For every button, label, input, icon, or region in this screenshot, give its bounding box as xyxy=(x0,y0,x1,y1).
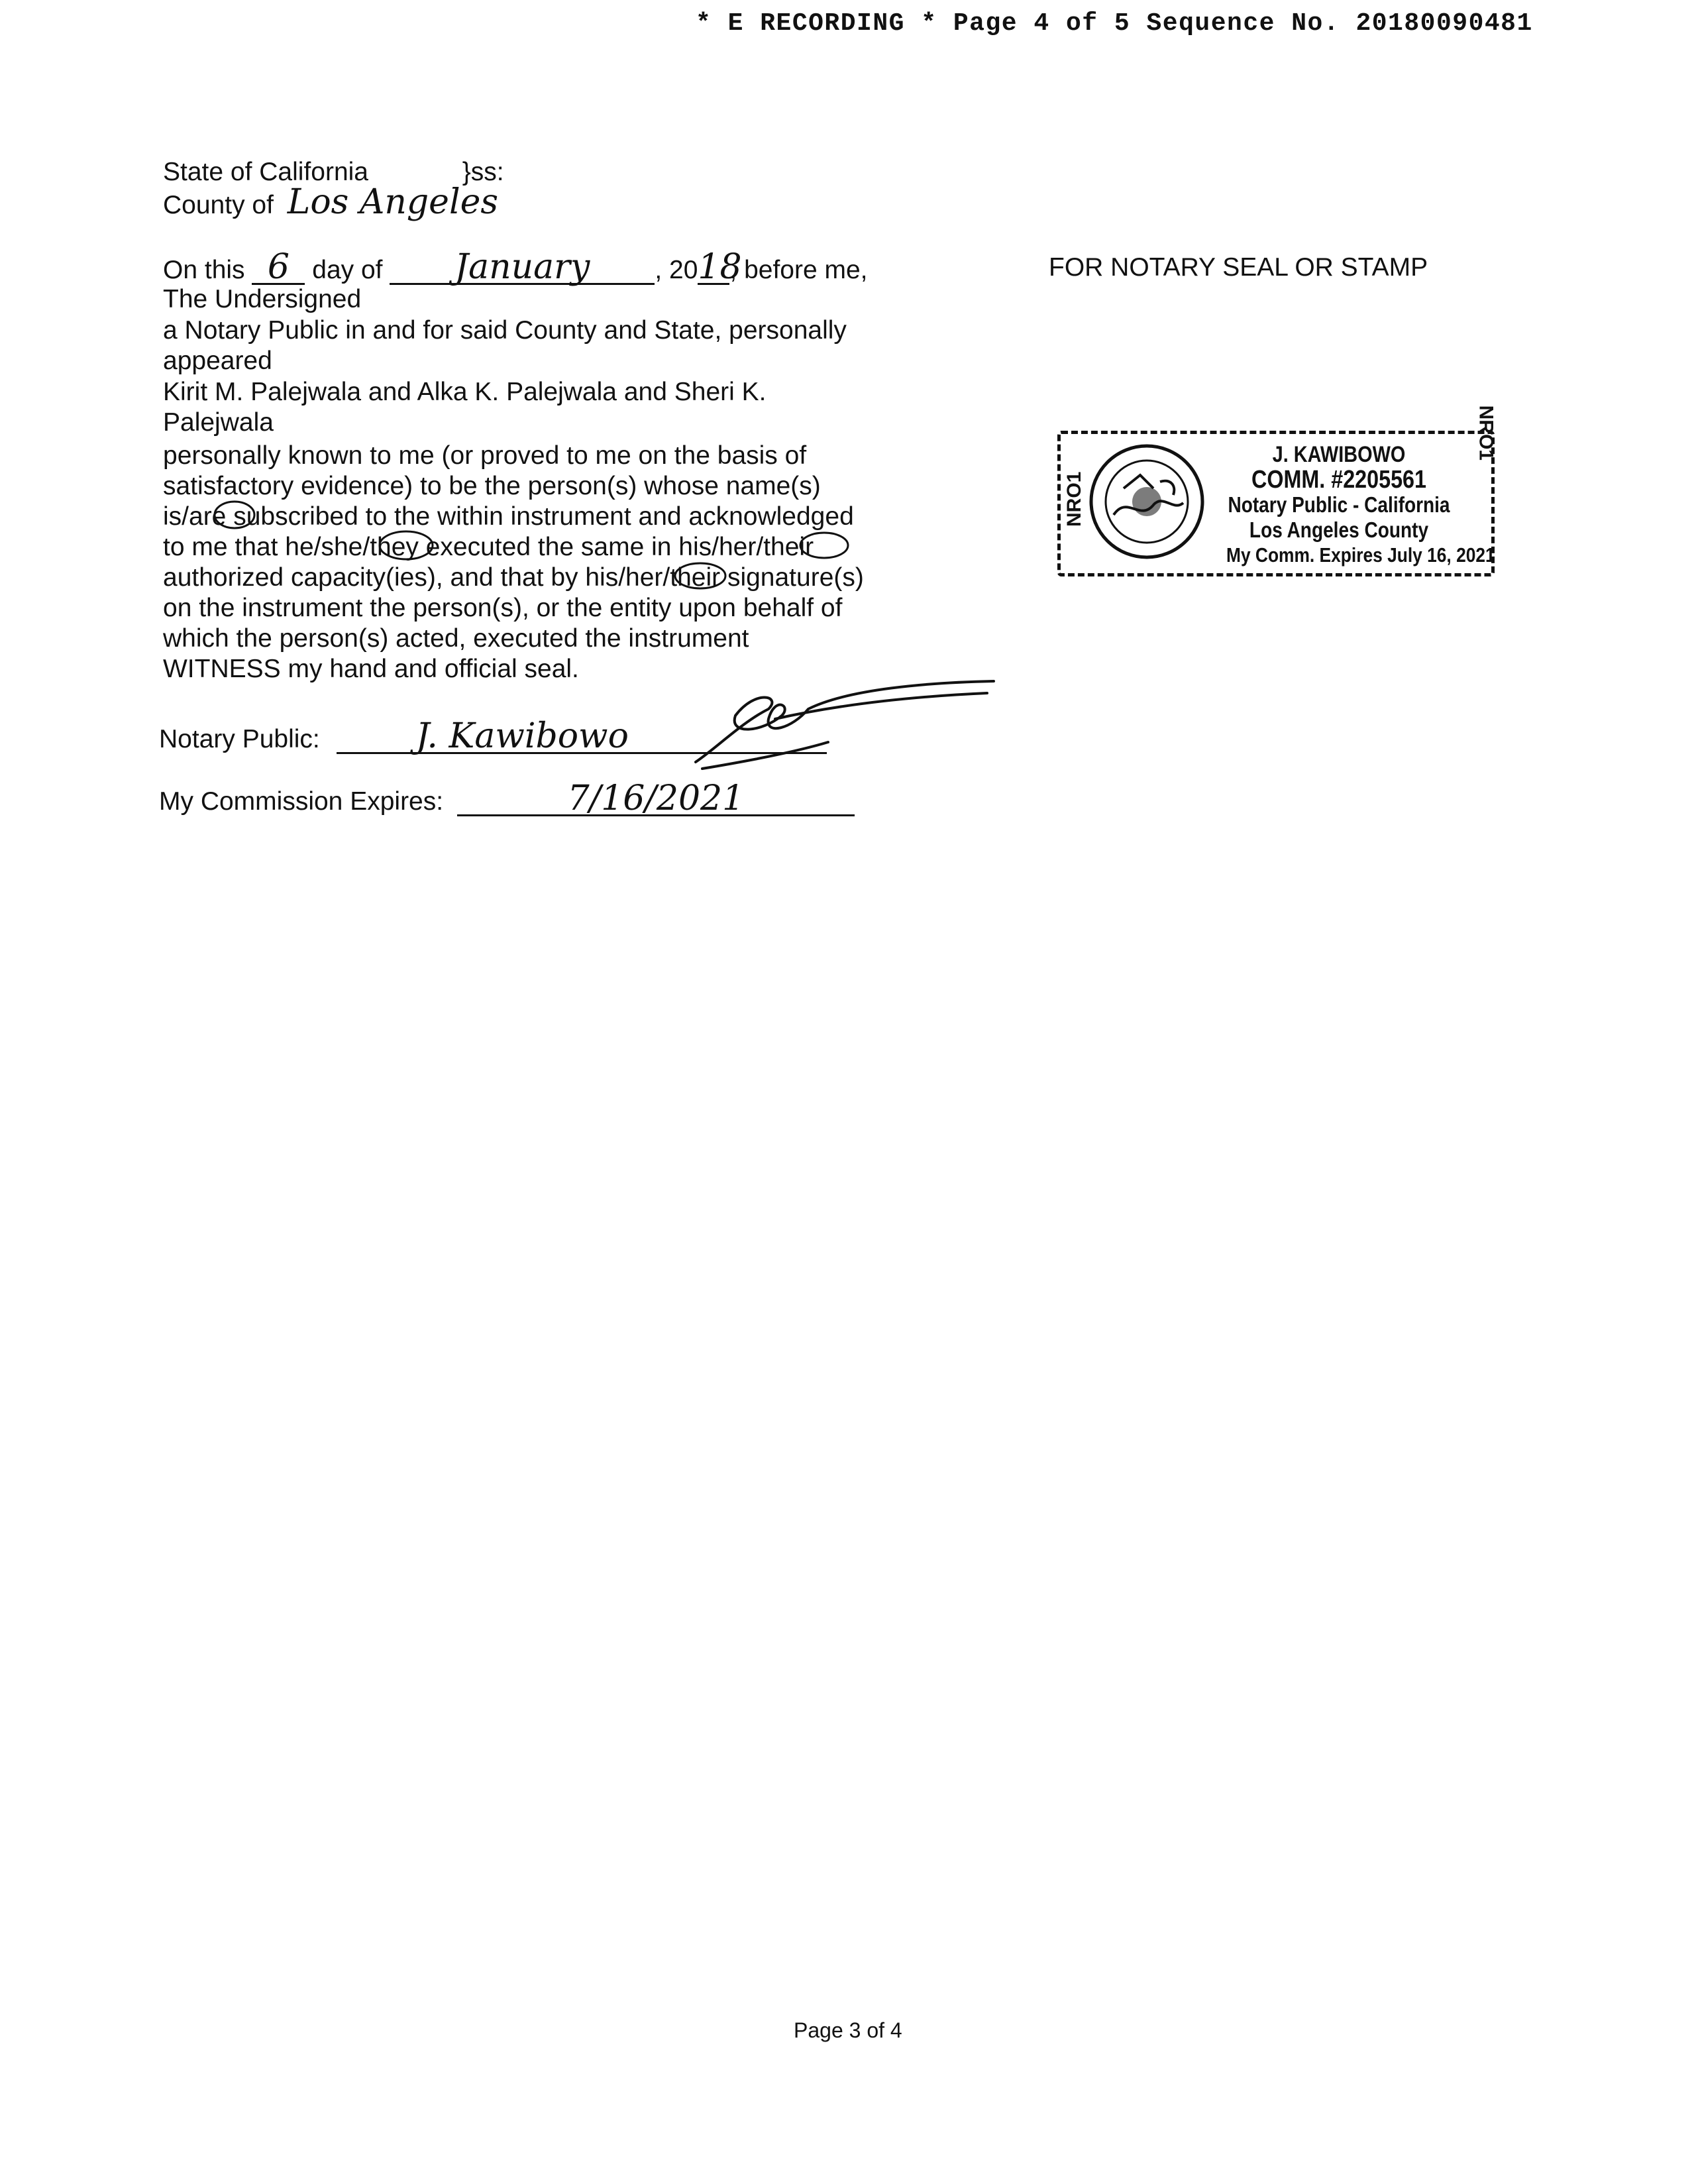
year-handwritten: 18 xyxy=(698,247,742,287)
recording-header: * E RECORDING * Page 4 of 5 Sequence No. 20180090481 xyxy=(696,9,1533,38)
appeared-names-line2: Palejwala xyxy=(163,408,274,437)
on-this-label: On this xyxy=(163,256,245,284)
notary-name-handwritten: J. Kawibowo xyxy=(337,721,827,754)
circle-their-1 xyxy=(800,533,848,558)
notary-stamp xyxy=(1057,405,1497,576)
commission-expires-line xyxy=(159,779,855,818)
ack-para-line3: is/are subscribed to the within instrument and acknowledged xyxy=(163,502,854,531)
county-handwritten: Los Angeles xyxy=(287,182,499,222)
ack-para-line2: satisfactory evidence) to be the person(s) whose name(s) xyxy=(163,472,821,500)
month-handwritten: January xyxy=(390,252,655,285)
ack-undersigned: The Undersigned xyxy=(163,285,362,313)
before-me-label: , before me, xyxy=(729,256,868,284)
seal-heading: FOR NOTARY SEAL OR STAMP xyxy=(1049,253,1428,282)
stamp-county: Los Angeles County xyxy=(1249,518,1429,542)
page-number: Page 3 of 4 xyxy=(794,2018,902,2042)
expires-handwritten: 7/16/2021 xyxy=(457,783,855,816)
circle-are xyxy=(215,502,254,528)
expires-label: My Commission Expires: xyxy=(159,787,444,816)
witness-line: WITNESS my hand and official seal. xyxy=(163,655,579,683)
notary-signature xyxy=(676,669,1007,775)
stamp-title: Notary Public - California xyxy=(1228,492,1450,517)
california-seal-icon xyxy=(1087,442,1206,561)
ack-para-line7: which the person(s) acted, executed the instrument xyxy=(163,624,749,653)
stamp-text-block xyxy=(1226,442,1495,568)
ack-para-line4: to me that he/she/they executed the same in his/her/their xyxy=(163,533,814,561)
ss-label: }ss: xyxy=(462,158,504,186)
stamp-commission-number: COMM. #2205561 xyxy=(1251,466,1426,494)
appeared-names-line1: Kirit M. Palejwala and Alka K. Palejwala and Sheri K. xyxy=(163,378,767,406)
county-label: County of xyxy=(163,191,274,219)
circle-their-2 xyxy=(675,563,725,588)
ack-para-line6: on the instrument the person(s), or the entity upon behalf of xyxy=(163,594,843,622)
notary-label: Notary Public: xyxy=(159,725,320,753)
state-label: State of California xyxy=(163,158,369,186)
day-of-label: day of xyxy=(312,256,383,284)
circle-they xyxy=(380,531,433,559)
ack-line4: appeared xyxy=(163,347,272,375)
stamp-notary-name: J. KAWIBOWO xyxy=(1272,442,1406,467)
stamp-expires: My Comm. Expires July 16, 2021 xyxy=(1226,543,1495,567)
stamp-side-code-left: NRO1 xyxy=(1063,471,1085,527)
year-prefix: , 20 xyxy=(655,256,698,284)
ack-para-line5: authorized capacity(ies), and that by his/her/their signature(s) xyxy=(163,563,864,592)
stamp-side-code-right: NRO1 xyxy=(1475,405,1497,461)
ack-para-line1: personally known to me (or proved to me on the basis of xyxy=(163,441,807,470)
day-handwritten: 6 xyxy=(252,252,305,285)
ack-line3: a Notary Public in and for said County and State, personally xyxy=(163,316,847,345)
